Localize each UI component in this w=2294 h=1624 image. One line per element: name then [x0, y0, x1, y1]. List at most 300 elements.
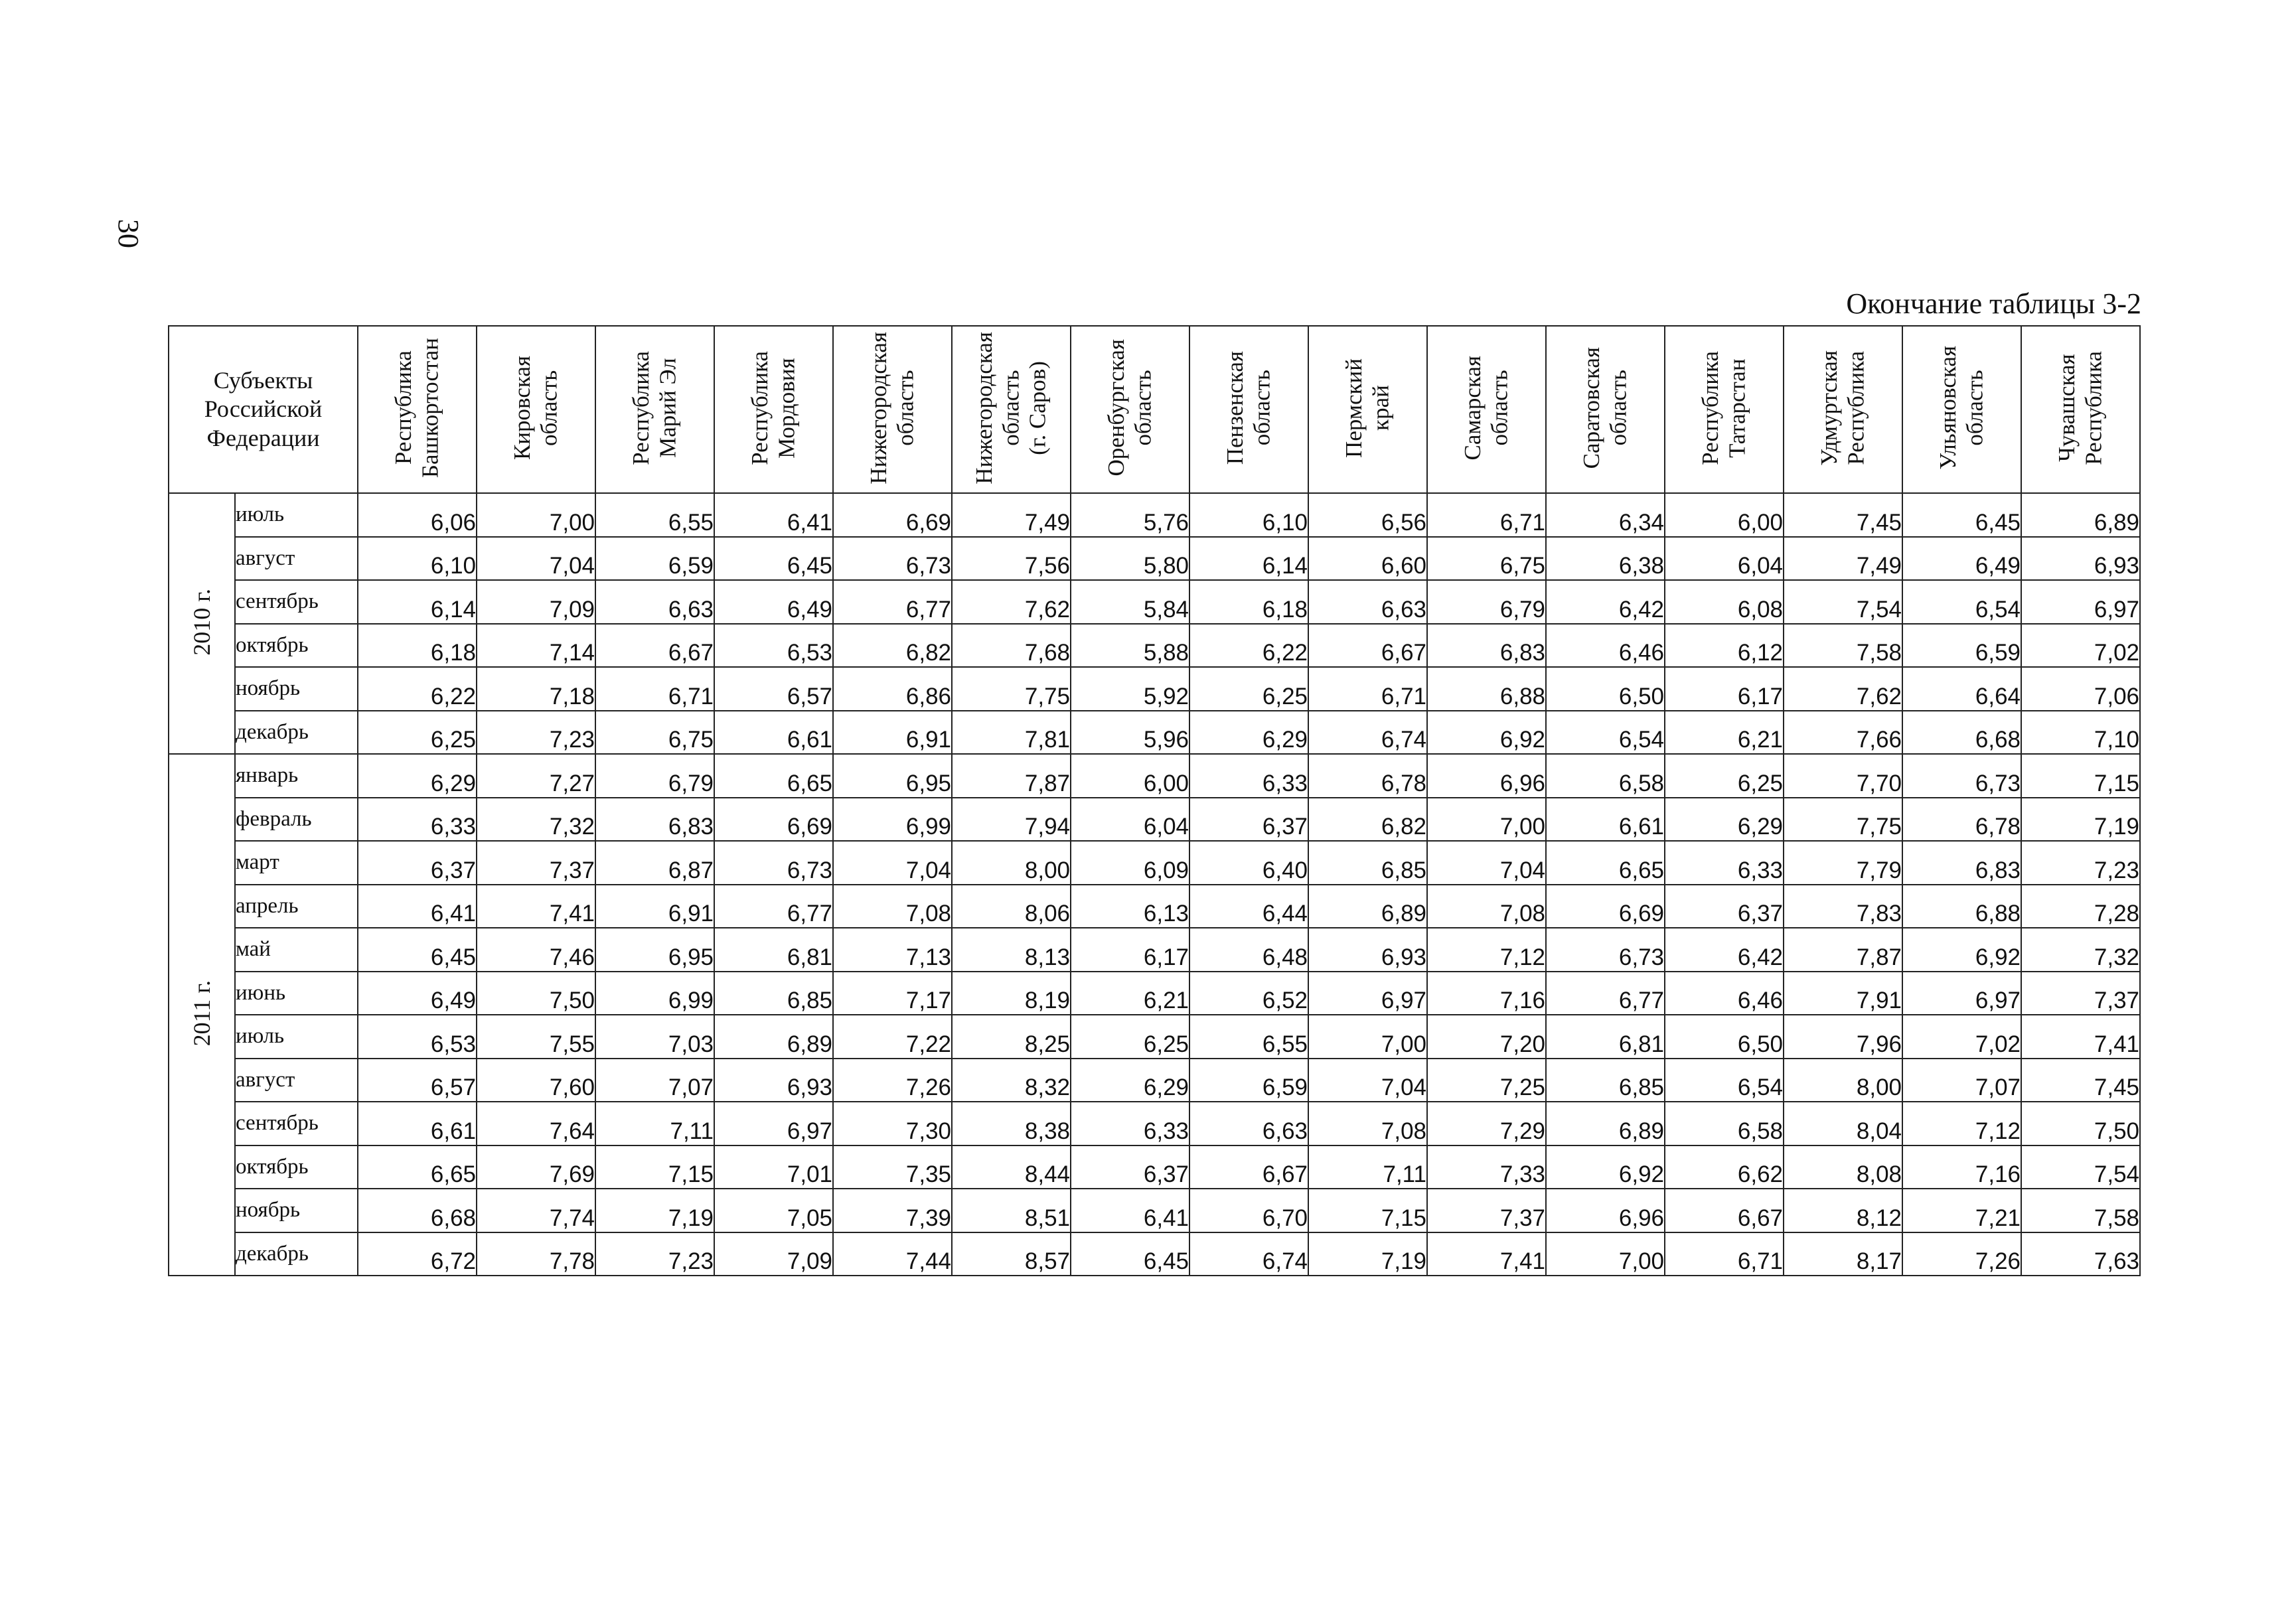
- value-cell: 6,33: [1071, 1102, 1189, 1145]
- value-cell: 6,75: [1427, 537, 1546, 581]
- value-cell: 7,19: [1308, 1232, 1427, 1276]
- value-cell: 7,37: [477, 841, 595, 885]
- value-cell: 7,45: [1784, 493, 1902, 537]
- value-cell: 7,87: [1784, 928, 1902, 972]
- value-cell: 6,87: [595, 841, 714, 885]
- table-row: [169, 1232, 2140, 1276]
- value-cell: 7,33: [1427, 1145, 1546, 1189]
- value-cell: 6,82: [1308, 798, 1427, 842]
- value-cell: 7,13: [833, 928, 952, 972]
- value-cell: 6,60: [1308, 537, 1427, 581]
- value-cell: 6,38: [1546, 537, 1665, 581]
- value-cell: 7,41: [1427, 1232, 1546, 1276]
- value-cell: 6,65: [714, 754, 833, 798]
- value-cell: 7,83: [1784, 885, 1902, 928]
- value-cell: 6,37: [358, 841, 477, 885]
- value-cell: 7,58: [1784, 624, 1902, 668]
- month-cell: ноябрь: [235, 1189, 358, 1232]
- column-header: [952, 326, 1071, 493]
- value-cell: 7,56: [952, 537, 1071, 581]
- value-cell: 6,10: [358, 537, 477, 581]
- value-cell: 6,65: [1546, 841, 1665, 885]
- value-cell: 7,01: [714, 1145, 833, 1189]
- value-cell: 6,33: [1189, 754, 1308, 798]
- value-cell: 6,50: [1665, 1015, 1784, 1059]
- value-cell: 6,92: [1427, 711, 1546, 755]
- value-cell: 7,18: [477, 667, 595, 711]
- value-cell: 6,04: [1071, 798, 1189, 842]
- value-cell: 6,89: [714, 1015, 833, 1059]
- table-row: [169, 972, 2140, 1015]
- value-cell: 6,97: [714, 1102, 833, 1145]
- value-cell: 6,18: [1189, 580, 1308, 624]
- table-row: [169, 841, 2140, 885]
- value-cell: 6,40: [1189, 841, 1308, 885]
- value-cell: 6,21: [1665, 711, 1784, 755]
- value-cell: 7,15: [2021, 754, 2140, 798]
- value-cell: 6,63: [595, 580, 714, 624]
- month-cell: май: [235, 928, 358, 972]
- table-row: [169, 754, 2140, 798]
- value-cell: 6,96: [1427, 754, 1546, 798]
- value-cell: 7,05: [714, 1189, 833, 1232]
- value-cell: 7,41: [2021, 1015, 2140, 1059]
- value-cell: 7,03: [595, 1015, 714, 1059]
- month-cell: сентябрь: [235, 580, 358, 624]
- value-cell: 6,91: [595, 885, 714, 928]
- value-cell: 6,92: [1902, 928, 2021, 972]
- value-cell: 7,04: [1308, 1059, 1427, 1102]
- year-cell: [169, 754, 235, 1276]
- table-row: [169, 493, 2140, 537]
- value-cell: 7,41: [477, 885, 595, 928]
- value-cell: 6,53: [358, 1015, 477, 1059]
- value-cell: 6,45: [1902, 493, 2021, 537]
- value-cell: 7,54: [1784, 580, 1902, 624]
- value-cell: 5,96: [1071, 711, 1189, 755]
- value-cell: 6,25: [1189, 667, 1308, 711]
- value-cell: 7,32: [477, 798, 595, 842]
- value-cell: 6,61: [1546, 798, 1665, 842]
- month-cell: июль: [235, 493, 358, 537]
- value-cell: 7,66: [1784, 711, 1902, 755]
- value-cell: 7,16: [1427, 972, 1546, 1015]
- value-cell: 7,12: [1427, 928, 1546, 972]
- month-cell: октябрь: [235, 1145, 358, 1189]
- value-cell: 8,13: [952, 928, 1071, 972]
- value-cell: 8,04: [1784, 1102, 1902, 1145]
- value-cell: 7,44: [833, 1232, 952, 1276]
- value-cell: 6,97: [1902, 972, 2021, 1015]
- table-row: [169, 928, 2140, 972]
- value-cell: 6,74: [1189, 1232, 1308, 1276]
- value-cell: 6,49: [1902, 537, 2021, 581]
- value-cell: 6,83: [595, 798, 714, 842]
- table-row: [169, 1059, 2140, 1102]
- value-cell: 7,79: [1784, 841, 1902, 885]
- value-cell: 6,17: [1071, 928, 1189, 972]
- value-cell: 6,29: [358, 754, 477, 798]
- value-cell: 6,81: [1546, 1015, 1665, 1059]
- value-cell: 7,15: [1308, 1189, 1427, 1232]
- value-cell: 7,91: [1784, 972, 1902, 1015]
- value-cell: 5,84: [1071, 580, 1189, 624]
- column-header: [1071, 326, 1189, 493]
- table-row: [169, 1102, 2140, 1145]
- value-cell: 6,64: [1902, 667, 2021, 711]
- value-cell: 5,76: [1071, 493, 1189, 537]
- table-row: [169, 667, 2140, 711]
- value-cell: 7,74: [477, 1189, 595, 1232]
- table-body: [169, 493, 2140, 1276]
- value-cell: 6,77: [1546, 972, 1665, 1015]
- month-cell: ноябрь: [235, 667, 358, 711]
- month-cell: март: [235, 841, 358, 885]
- value-cell: 7,00: [477, 493, 595, 537]
- value-cell: 6,04: [1665, 537, 1784, 581]
- value-cell: 6,85: [714, 972, 833, 1015]
- column-header-label: Нижегородская область (г. Саров): [971, 331, 1051, 484]
- value-cell: 6,10: [1189, 493, 1308, 537]
- value-cell: 7,25: [1427, 1059, 1546, 1102]
- value-cell: 6,71: [595, 667, 714, 711]
- value-cell: 6,59: [595, 537, 714, 581]
- value-cell: 7,23: [477, 711, 595, 755]
- column-header: [1308, 326, 1427, 493]
- value-cell: 6,25: [1071, 1015, 1189, 1059]
- value-cell: 6,25: [1665, 754, 1784, 798]
- value-cell: 7,46: [477, 928, 595, 972]
- value-cell: 6,54: [1902, 580, 2021, 624]
- value-cell: 7,58: [2021, 1189, 2140, 1232]
- value-cell: 6,88: [1902, 885, 2021, 928]
- value-cell: 6,37: [1665, 885, 1784, 928]
- value-cell: 7,10: [2021, 711, 2140, 755]
- column-header-label: Нижегородская область: [866, 331, 919, 484]
- table-row: [169, 580, 2140, 624]
- value-cell: 6,45: [358, 928, 477, 972]
- value-cell: 8,19: [952, 972, 1071, 1015]
- value-cell: 7,04: [1427, 841, 1546, 885]
- column-header-label: Пермский край: [1341, 358, 1394, 458]
- value-cell: 6,89: [1546, 1102, 1665, 1145]
- value-cell: 7,04: [477, 537, 595, 581]
- value-cell: 7,60: [477, 1059, 595, 1102]
- value-cell: 8,00: [952, 841, 1071, 885]
- value-cell: 6,67: [1665, 1189, 1784, 1232]
- value-cell: 6,54: [1546, 711, 1665, 755]
- value-cell: 6,97: [2021, 580, 2140, 624]
- value-cell: 7,12: [1902, 1102, 2021, 1145]
- month-cell: февраль: [235, 798, 358, 842]
- value-cell: 7,26: [833, 1059, 952, 1102]
- value-cell: 7,96: [1784, 1015, 1902, 1059]
- month-cell: январь: [235, 754, 358, 798]
- column-header-label: Самарская область: [1460, 355, 1513, 461]
- value-cell: 7,27: [477, 754, 595, 798]
- value-cell: 6,82: [833, 624, 952, 668]
- value-cell: 6,86: [833, 667, 952, 711]
- value-cell: 7,32: [2021, 928, 2140, 972]
- value-cell: 7,09: [714, 1232, 833, 1276]
- value-cell: 6,42: [1546, 580, 1665, 624]
- value-cell: 5,92: [1071, 667, 1189, 711]
- column-header: [1665, 326, 1784, 493]
- value-cell: 7,39: [833, 1189, 952, 1232]
- value-cell: 7,28: [2021, 885, 2140, 928]
- value-cell: 7,50: [477, 972, 595, 1015]
- value-cell: 7,00: [1546, 1232, 1665, 1276]
- column-header-label: Республика Татарстан: [1697, 350, 1750, 465]
- value-cell: 7,08: [833, 885, 952, 928]
- value-cell: 6,83: [1902, 841, 2021, 885]
- value-cell: 7,22: [833, 1015, 952, 1059]
- value-cell: 6,85: [1546, 1059, 1665, 1102]
- value-cell: 7,02: [2021, 624, 2140, 668]
- value-cell: 6,99: [595, 972, 714, 1015]
- value-cell: 7,94: [952, 798, 1071, 842]
- value-cell: 6,81: [714, 928, 833, 972]
- column-header: [1427, 326, 1546, 493]
- value-cell: 7,75: [952, 667, 1071, 711]
- column-header: [1546, 326, 1665, 493]
- month-cell: декабрь: [235, 1232, 358, 1276]
- value-cell: 6,59: [1189, 1059, 1308, 1102]
- column-header-label: Ульяновская область: [1935, 346, 1988, 470]
- value-cell: 6,33: [1665, 841, 1784, 885]
- value-cell: 6,29: [1189, 711, 1308, 755]
- value-cell: 7,16: [1902, 1145, 2021, 1189]
- value-cell: 8,00: [1784, 1059, 1902, 1102]
- value-cell: 7,37: [2021, 972, 2140, 1015]
- value-cell: 8,32: [952, 1059, 1071, 1102]
- value-cell: 6,93: [714, 1059, 833, 1102]
- column-header-label: Пензенская область: [1222, 350, 1275, 465]
- value-cell: 8,57: [952, 1232, 1071, 1276]
- value-cell: 7,04: [833, 841, 952, 885]
- value-cell: 6,53: [714, 624, 833, 668]
- column-header-label: Саратовская область: [1578, 346, 1632, 469]
- value-cell: 6,22: [1189, 624, 1308, 668]
- value-cell: 8,44: [952, 1145, 1071, 1189]
- value-cell: 6,45: [714, 537, 833, 581]
- value-cell: 7,70: [1784, 754, 1902, 798]
- year-cell: [169, 493, 235, 754]
- value-cell: 7,68: [952, 624, 1071, 668]
- year-label: 2011 г.: [189, 980, 215, 1047]
- month-cell: июнь: [235, 972, 358, 1015]
- tariff-table: [168, 325, 2141, 1276]
- month-cell: октябрь: [235, 624, 358, 668]
- value-cell: 6,73: [1902, 754, 2021, 798]
- value-cell: 6,46: [1665, 972, 1784, 1015]
- value-cell: 7,87: [952, 754, 1071, 798]
- value-cell: 7,11: [595, 1102, 714, 1145]
- value-cell: 6,58: [1665, 1102, 1784, 1145]
- value-cell: 6,61: [714, 711, 833, 755]
- value-cell: 7,64: [477, 1102, 595, 1145]
- value-cell: 6,96: [1546, 1189, 1665, 1232]
- column-header: [2021, 326, 2140, 493]
- value-cell: 6,69: [833, 493, 952, 537]
- value-cell: 7,78: [477, 1232, 595, 1276]
- value-cell: 6,99: [833, 798, 952, 842]
- value-cell: 6,67: [595, 624, 714, 668]
- column-header-label: Удмуртская Республика: [1816, 350, 1869, 466]
- value-cell: 6,73: [1546, 928, 1665, 972]
- value-cell: 6,46: [1546, 624, 1665, 668]
- table-row: [169, 624, 2140, 668]
- value-cell: 6,29: [1665, 798, 1784, 842]
- column-header: [595, 326, 714, 493]
- value-cell: 6,09: [1071, 841, 1189, 885]
- value-cell: 6,37: [1189, 798, 1308, 842]
- column-header: [358, 326, 477, 493]
- value-cell: 6,77: [833, 580, 952, 624]
- value-cell: 6,21: [1071, 972, 1189, 1015]
- value-cell: 6,71: [1308, 667, 1427, 711]
- value-cell: 7,21: [1902, 1189, 2021, 1232]
- value-cell: 8,51: [952, 1189, 1071, 1232]
- value-cell: 6,91: [833, 711, 952, 755]
- value-cell: 7,02: [1902, 1015, 2021, 1059]
- value-cell: 6,25: [358, 711, 477, 755]
- value-cell: 6,88: [1427, 667, 1546, 711]
- value-cell: 6,77: [714, 885, 833, 928]
- value-cell: 6,54: [1665, 1059, 1784, 1102]
- month-cell: декабрь: [235, 711, 358, 755]
- table-row: [169, 1015, 2140, 1059]
- column-header: [1784, 326, 1902, 493]
- value-cell: 6,14: [1189, 537, 1308, 581]
- value-cell: 6,67: [1189, 1145, 1308, 1189]
- value-cell: 7,37: [1427, 1189, 1546, 1232]
- value-cell: 6,73: [833, 537, 952, 581]
- value-cell: 6,44: [1189, 885, 1308, 928]
- value-cell: 6,55: [1189, 1015, 1308, 1059]
- value-cell: 6,95: [833, 754, 952, 798]
- column-header-label: Оренбургская область: [1103, 339, 1156, 477]
- value-cell: 6,68: [358, 1189, 477, 1232]
- value-cell: 6,68: [1902, 711, 2021, 755]
- value-cell: 6,52: [1189, 972, 1308, 1015]
- value-cell: 7,30: [833, 1102, 952, 1145]
- table-caption: Окончание таблицы 3-2: [1846, 287, 2141, 320]
- year-label: 2010 г.: [189, 588, 215, 656]
- value-cell: 6,74: [1308, 711, 1427, 755]
- value-cell: 7,49: [1784, 537, 1902, 581]
- value-cell: 7,29: [1427, 1102, 1546, 1145]
- month-cell: сентябрь: [235, 1102, 358, 1145]
- value-cell: 8,08: [1784, 1145, 1902, 1189]
- value-cell: 6,78: [1308, 754, 1427, 798]
- value-cell: 6,71: [1427, 493, 1546, 537]
- value-cell: 6,89: [1308, 885, 1427, 928]
- value-cell: 7,07: [595, 1059, 714, 1102]
- value-cell: 6,73: [714, 841, 833, 885]
- value-cell: 6,72: [358, 1232, 477, 1276]
- value-cell: 6,41: [358, 885, 477, 928]
- value-cell: 6,92: [1546, 1145, 1665, 1189]
- column-header-label: Чувашская Республика: [2054, 350, 2107, 465]
- corner-header: [169, 326, 358, 493]
- value-cell: 5,88: [1071, 624, 1189, 668]
- value-cell: 6,69: [714, 798, 833, 842]
- month-cell: апрель: [235, 885, 358, 928]
- value-cell: 6,63: [1308, 580, 1427, 624]
- value-cell: 6,78: [1902, 798, 2021, 842]
- value-cell: 6,56: [1308, 493, 1427, 537]
- value-cell: 7,07: [1902, 1059, 2021, 1102]
- value-cell: 6,00: [1071, 754, 1189, 798]
- value-cell: 7,11: [1308, 1145, 1427, 1189]
- value-cell: 6,18: [358, 624, 477, 668]
- value-cell: 6,59: [1902, 624, 2021, 668]
- table-row: [169, 798, 2140, 842]
- value-cell: 6,79: [1427, 580, 1546, 624]
- value-cell: 6,83: [1427, 624, 1546, 668]
- value-cell: 7,09: [477, 580, 595, 624]
- value-cell: 8,17: [1784, 1232, 1902, 1276]
- value-cell: 7,23: [595, 1232, 714, 1276]
- value-cell: 6,61: [358, 1102, 477, 1145]
- corner-header-text: Субъекты Российской Федерации: [204, 367, 323, 451]
- value-cell: 6,58: [1546, 754, 1665, 798]
- column-header: [1902, 326, 2021, 493]
- value-cell: 6,55: [595, 493, 714, 537]
- column-header-label: Республика Башкортостан: [390, 337, 443, 479]
- value-cell: 7,55: [477, 1015, 595, 1059]
- value-cell: 6,12: [1665, 624, 1784, 668]
- value-cell: 6,57: [358, 1059, 477, 1102]
- value-cell: 7,45: [2021, 1059, 2140, 1102]
- value-cell: 6,17: [1665, 667, 1784, 711]
- page-number: 30: [112, 219, 145, 248]
- value-cell: 6,50: [1546, 667, 1665, 711]
- value-cell: 6,41: [1071, 1189, 1189, 1232]
- value-cell: 7,20: [1427, 1015, 1546, 1059]
- value-cell: 6,13: [1071, 885, 1189, 928]
- value-cell: 7,54: [2021, 1145, 2140, 1189]
- value-cell: 6,93: [1308, 928, 1427, 972]
- column-header: [477, 326, 595, 493]
- value-cell: 7,62: [1784, 667, 1902, 711]
- value-cell: 7,75: [1784, 798, 1902, 842]
- value-cell: 6,89: [2021, 493, 2140, 537]
- value-cell: 6,95: [595, 928, 714, 972]
- value-cell: 6,06: [358, 493, 477, 537]
- value-cell: 6,67: [1308, 624, 1427, 668]
- value-cell: 7,19: [595, 1189, 714, 1232]
- value-cell: 6,37: [1071, 1145, 1189, 1189]
- month-cell: июль: [235, 1015, 358, 1059]
- value-cell: 6,70: [1189, 1189, 1308, 1232]
- value-cell: 7,19: [2021, 798, 2140, 842]
- value-cell: 8,12: [1784, 1189, 1902, 1232]
- value-cell: 6,57: [714, 667, 833, 711]
- value-cell: 7,49: [952, 493, 1071, 537]
- value-cell: 6,00: [1665, 493, 1784, 537]
- value-cell: 6,34: [1546, 493, 1665, 537]
- value-cell: 6,42: [1665, 928, 1784, 972]
- header-row: [169, 326, 2140, 493]
- value-cell: 7,35: [833, 1145, 952, 1189]
- value-cell: 6,71: [1665, 1232, 1784, 1276]
- value-cell: 6,45: [1071, 1232, 1189, 1276]
- value-cell: 6,62: [1665, 1145, 1784, 1189]
- value-cell: 7,62: [952, 580, 1071, 624]
- value-cell: 6,93: [2021, 537, 2140, 581]
